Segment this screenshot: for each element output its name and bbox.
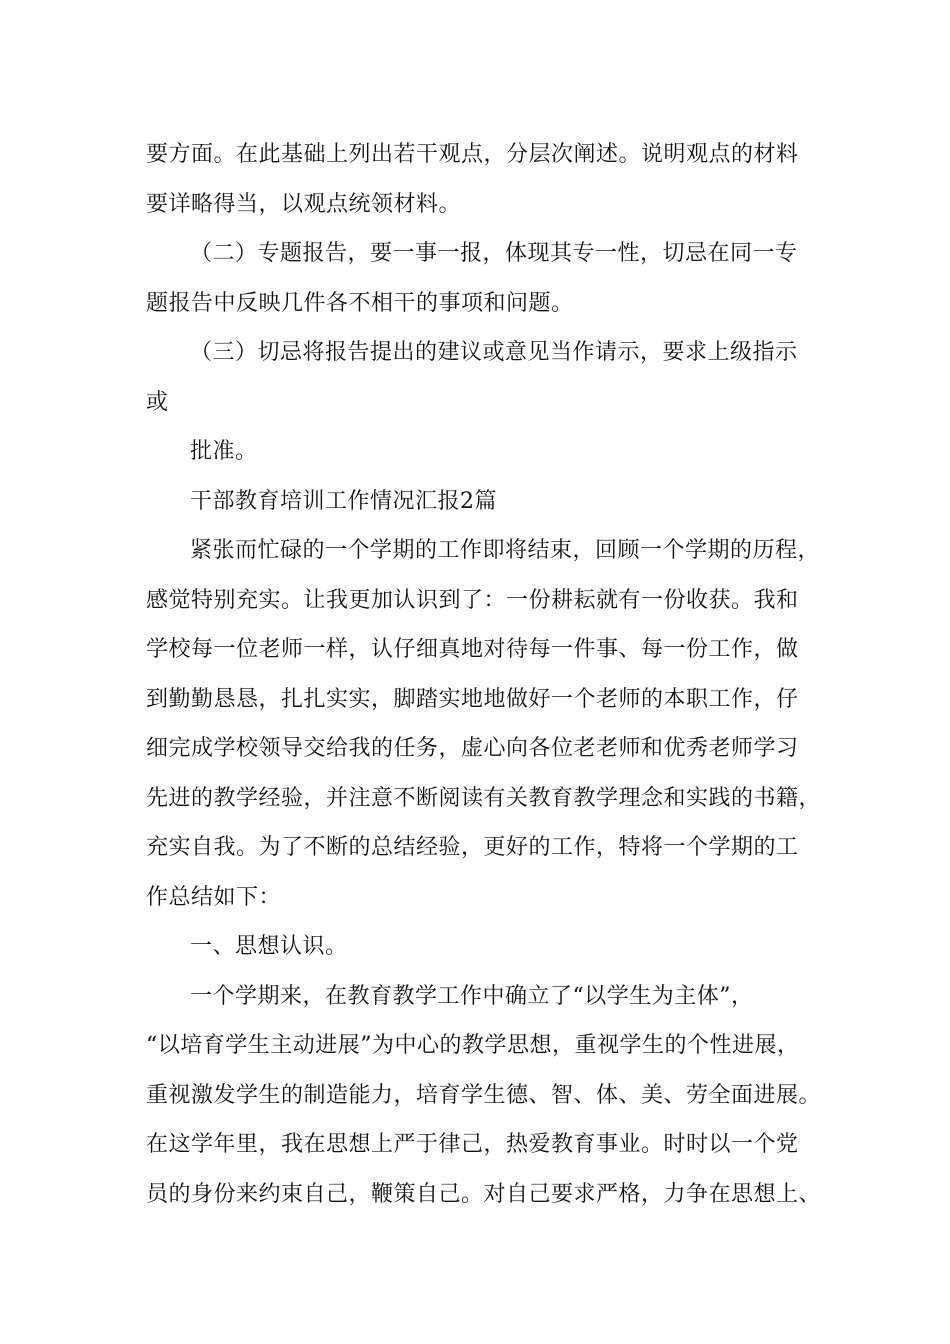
text-line: 学校每一位老师一样，认仔细真地对待每一件事、每一份工作，做 (146, 637, 799, 662)
text-line: 紧张而忙碌的一个学期的工作即将结束，回顾一个学期的历程， (190, 538, 821, 563)
text-line: 一个学期来，在教育教学工作中确立了“以学生为主体”， (190, 983, 754, 1009)
text-line: 先进的教学经验，并注意不断阅读有关教育教学理念和实践的书籍， (146, 785, 822, 811)
text-line: 在这学年里，我在思想上严于律己，热爱教育事业。时时以一个党 (146, 1132, 799, 1157)
text-line: 感觉特别充实。让我更加认识到了：一份耕耘就有一份收获。我和 (146, 587, 799, 613)
text-line: 到勤勤恳恳，扎扎实实，脚踏实地地做好一个老师的本职工作，仔 (146, 686, 799, 712)
text-line: 或 (146, 389, 169, 415)
text-line: 重视激发学生的制造能力，培育学生德、智、体、美、劳全面进展。 (146, 1082, 822, 1108)
text-line: 题报告中反映几件各不相干的事项和问题。 (146, 290, 574, 316)
text-line: 员的身份来约束自己，鞭策自己。对自己要求严格，力争在思想上、 (146, 1181, 822, 1207)
document-body (146, 130, 836, 1219)
text-line: “以培育学生主动进展”为中心的教学思想，重视学生的个性进展， (146, 1033, 800, 1058)
text-line: 批准。 (190, 439, 258, 464)
text-line: 要方面。在此基础上列出若干观点，分层次阐述。说明观点的材料 (146, 142, 799, 167)
section-title: 干部教育培训工作情况汇报2篇 (190, 488, 497, 514)
text-line: 细完成学校领导交给我的任务，虚心向各位老老师和优秀老师学习 (146, 736, 799, 761)
text-line: 要详略得当，以观点统领材料。 (146, 191, 462, 217)
section-heading: 一、思想认识。 (190, 934, 348, 959)
text-line: 充实自我。为了不断的总结经验，更好的工作，特将一个学期的工 (146, 835, 799, 860)
text-line: （二）专题报告，要一事一报，体现其专一性，切忌在同一专 (190, 241, 798, 266)
text-line: 作总结如下： (146, 884, 282, 910)
text-line: （三）切忌将报告提出的建议或意见当作请示，要求上级指示 (190, 340, 798, 365)
